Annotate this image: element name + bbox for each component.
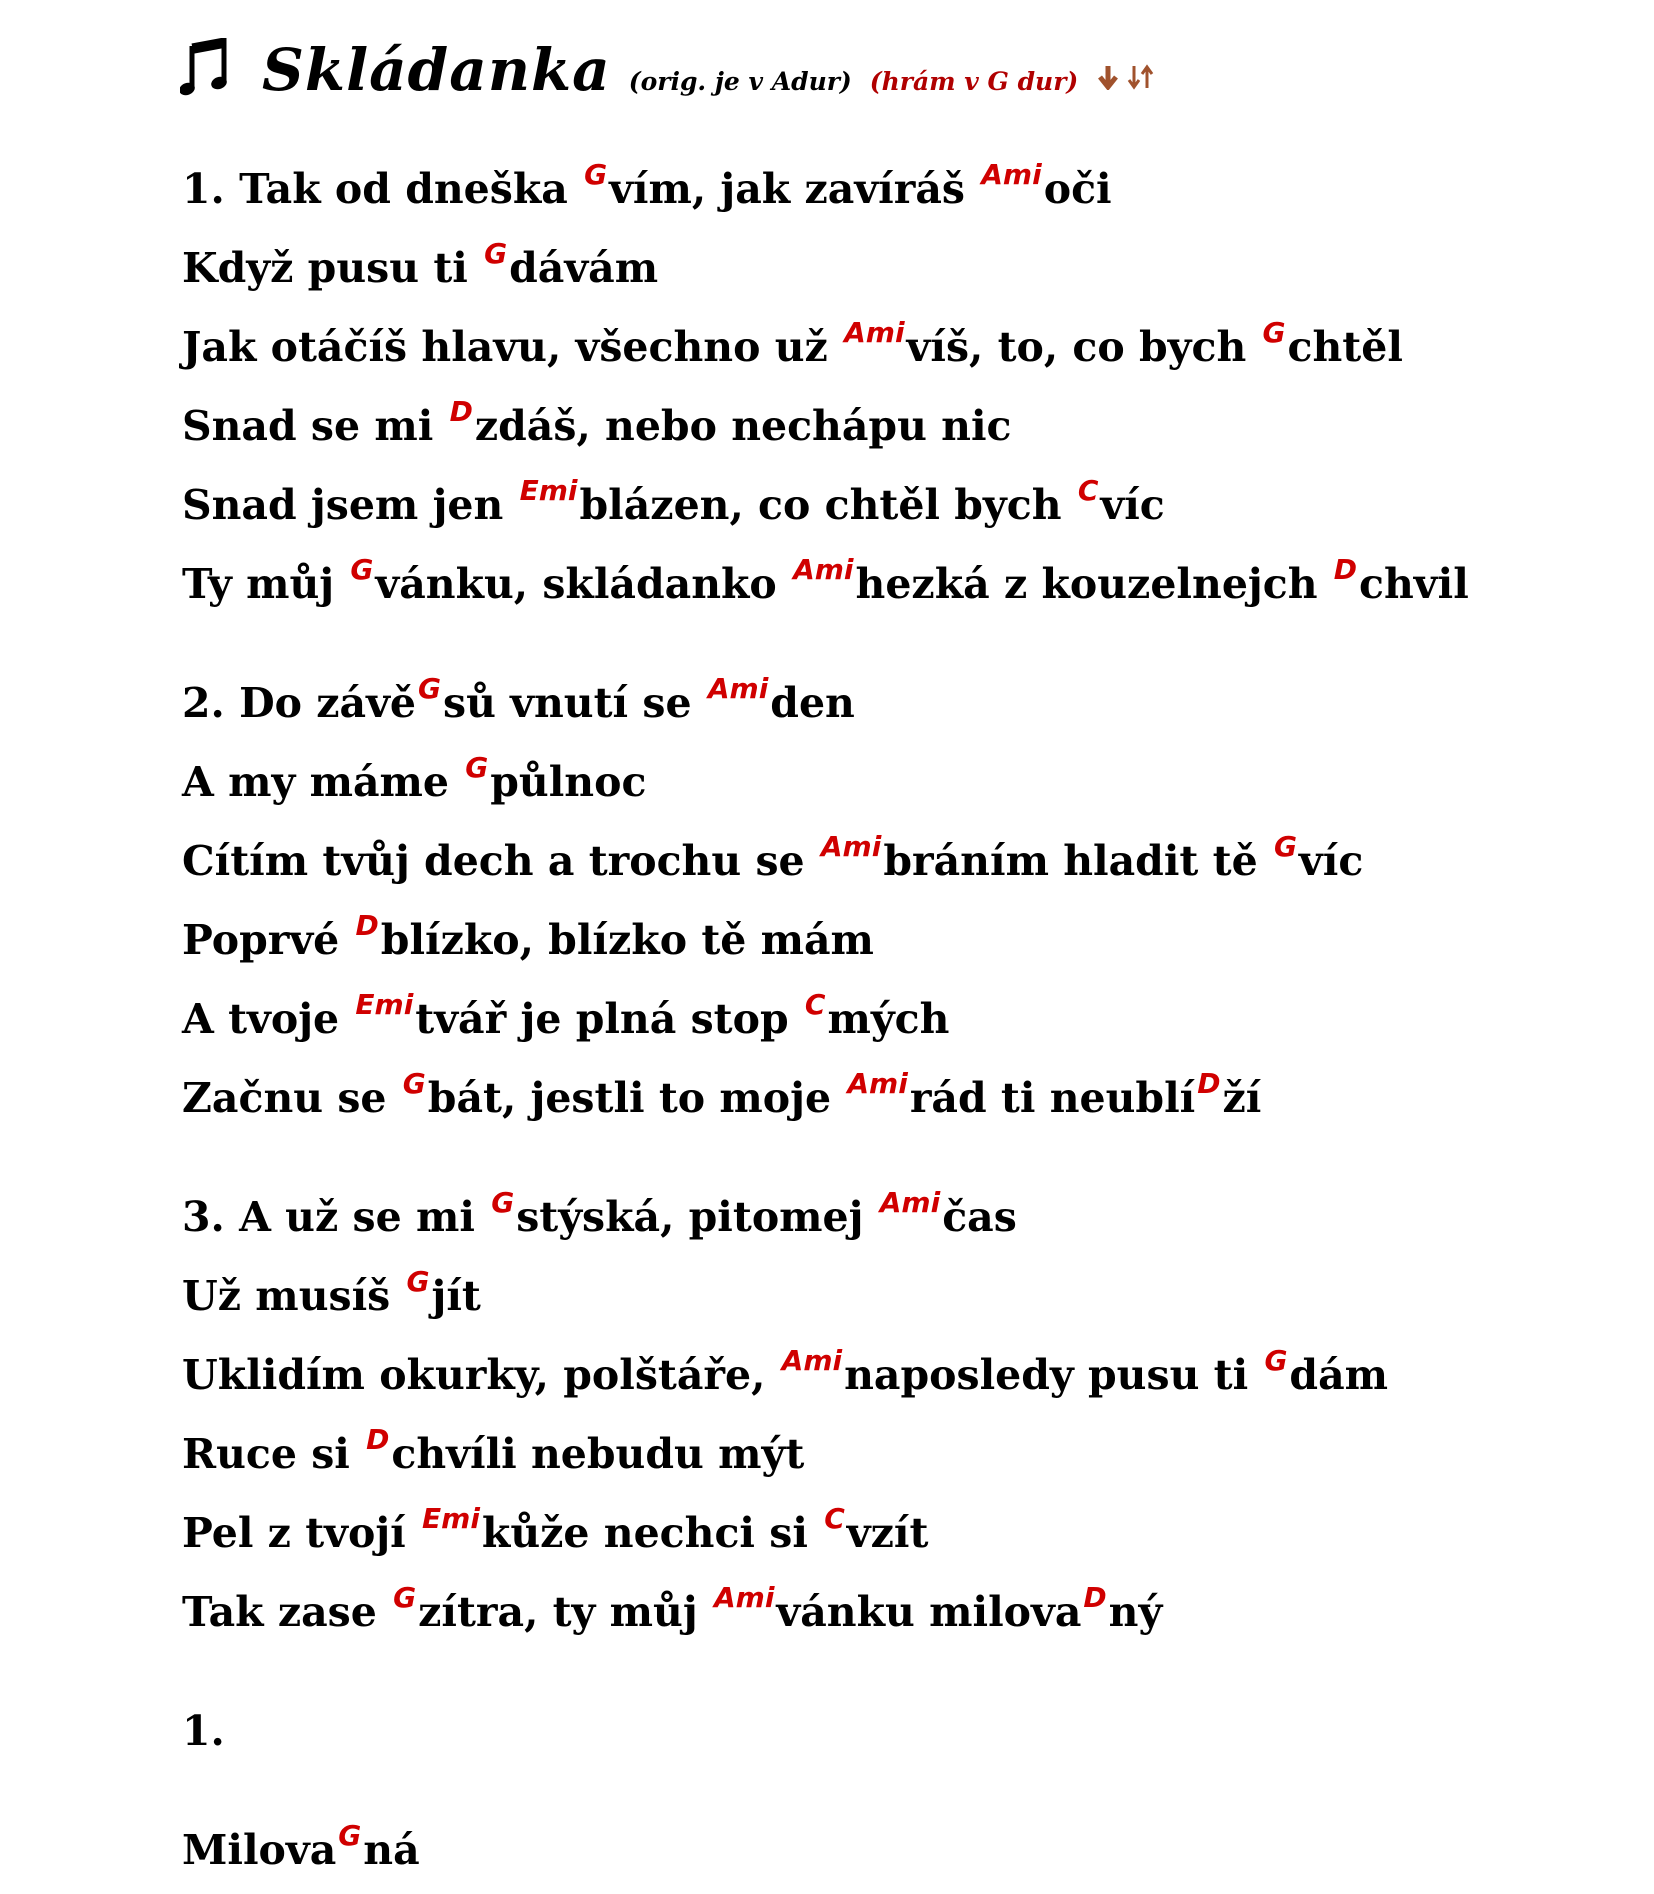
chord[interactable]: G [491,1186,515,1219]
lyric-text: blízko, blízko tě mám [380,916,874,964]
chord[interactable]: D [449,395,473,428]
lyric-line [182,822,1642,901]
chord[interactable]: G [406,1265,430,1298]
lyric-line [182,980,1642,1059]
lyric-text: Jak otáčíš hlavu, všechno už [182,323,843,371]
lyric-text: víc [1100,481,1165,529]
stanza [182,150,1642,624]
lyric-text: 2. Do závě [182,679,417,727]
lyric-text: Milova [182,1826,337,1874]
lyric-text: čas [942,1193,1017,1241]
chord[interactable]: G [465,751,489,784]
lyric-line [182,229,1642,308]
lyric-line [182,1811,1642,1890]
lyric-text: ný [1108,1588,1163,1636]
chord[interactable]: Ami [781,1344,843,1377]
original-key: (orig. je v Adur) [628,67,852,96]
chord[interactable]: C [804,988,826,1021]
lyric-text: Ty můj [182,560,349,608]
lyric-text: Začnu se [182,1074,401,1122]
lyric-line [182,1692,1642,1771]
lyric-text: 3. A už se mi [182,1193,490,1241]
lyric-line [182,466,1642,545]
lyric-text: půlnoc [490,758,647,806]
chord[interactable]: G [484,237,508,270]
lyric-text: bráním hladit tě [883,837,1272,885]
chord[interactable]: Ami [847,1067,908,1100]
lyric-line [182,150,1642,229]
chord[interactable]: D [1083,1581,1107,1614]
chord[interactable]: G [1264,1344,1288,1377]
lyric-text: chvil [1359,560,1469,608]
lyric-text: tvář je plná stop [415,995,803,1043]
arrow-up-down-icon [1126,64,1156,90]
chord[interactable]: G [1273,830,1297,863]
lyric-line [182,545,1642,624]
lyric-text: blázen, co chtěl bych [579,481,1076,529]
lyric-text: Snad se mi [182,402,448,450]
chord[interactable]: C [824,1502,845,1535]
lyric-text: mých [827,995,950,1043]
lyric-text: Snad jsem jen [182,481,518,529]
lyric-line [182,387,1642,466]
lyric-text: ží [1222,1074,1262,1122]
lyric-text: Uklidím okurky, polštáře, [182,1351,780,1399]
play-key: (hrám v G dur) [869,67,1079,96]
transpose-down-button[interactable] [1098,64,1118,97]
lyric-text: A tvoje [182,995,354,1043]
lyric-text: rád ti neublí [909,1074,1196,1122]
chord[interactable]: Ami [981,158,1042,191]
lyric-text: Pel z tvojí [182,1509,421,1557]
chord[interactable]: G [418,672,441,705]
lyric-text: sů vnutí se [443,679,706,727]
lyric-text: naposledy pusu ti [844,1351,1263,1399]
chord[interactable]: Ami [820,830,882,863]
lyric-text: chtěl [1287,323,1403,371]
lyric-text: bát, jestli to moje [427,1074,846,1122]
lyric-text: oči [1043,165,1112,213]
lyric-text: vzít [846,1509,929,1557]
lyric-line [182,901,1642,980]
chord[interactable]: D [1333,553,1358,586]
lyric-line [182,743,1642,822]
lyric-text: víc [1298,837,1364,885]
lyric-text: zítra, ty můj [418,1588,712,1636]
lyric-line [182,1178,1642,1257]
lyric-line [182,1573,1642,1652]
chord[interactable]: Emi [519,474,578,507]
lyric-text: vím, jak zavíráš [609,165,980,213]
lyric-text: Ruce si [182,1430,365,1478]
lyric-text: hezká z kouzelnejch [855,560,1332,608]
chord[interactable]: Emi [355,988,414,1021]
song-text [182,150,1642,1890]
lyric-line [182,1336,1642,1415]
lyric-text: Poprvé [182,916,354,964]
song-header [180,30,1156,110]
chord[interactable]: Ami [707,672,769,705]
lyric-line [182,1494,1642,1573]
chord[interactable]: Ami [793,553,854,586]
lyric-text: kůže nechci si [481,1509,823,1557]
chord[interactable]: D [1197,1067,1221,1100]
song-title: Skládanka [262,36,611,104]
music-note-icon [180,38,230,98]
chord[interactable]: D [355,909,379,942]
lyric-text: Cítím tvůj dech a trochu se [182,837,819,885]
chord[interactable]: G [338,1819,362,1852]
lyric-text: den [770,679,855,727]
lyric-text: Když pusu ti [182,244,483,292]
lyric-text: vánku, skládanko [375,560,792,608]
chord[interactable]: G [393,1581,417,1614]
chord[interactable]: C [1077,474,1099,507]
chord[interactable]: Ami [713,1581,775,1614]
chord[interactable]: Emi [422,1502,480,1535]
chord[interactable]: Ami [844,316,905,349]
arrow-down-icon [1098,64,1118,90]
chord[interactable]: G [402,1067,426,1100]
lyric-text: dám [1289,1351,1389,1399]
lyric-text: Už musíš [182,1272,405,1320]
chord[interactable]: G [350,553,374,586]
lyric-text: vánku milova [776,1588,1082,1636]
lyric-text: ná [363,1826,420,1874]
lyric-text: stýská, pitomej [516,1193,878,1241]
lyric-text: chvíli nebudu mýt [391,1430,805,1478]
lyric-text: A my máme [182,758,464,806]
lyric-text: jít [431,1272,481,1320]
lyric-text: zdáš, nebo nechápu nic [474,402,1012,450]
lyric-text: 1. Tak od dneška [182,165,583,213]
stanza [182,664,1642,1138]
chord[interactable]: Ami [879,1186,941,1219]
lyric-text: víš, to, co bych [906,323,1261,371]
transpose-updown-button[interactable] [1126,64,1156,97]
lyric-text: 1. [182,1707,225,1755]
stanza [182,1811,1642,1890]
stanza [182,1692,1642,1771]
lyric-line [182,664,1642,743]
transpose-controls [1098,64,1156,97]
chord[interactable]: G [1262,316,1286,349]
chord[interactable]: G [584,158,608,191]
lyric-line [182,1257,1642,1336]
lyric-line [182,1415,1642,1494]
lyric-line [182,1059,1642,1138]
lyric-line [182,308,1642,387]
chord[interactable]: D [366,1423,390,1456]
lyric-text: dávám [509,244,659,292]
lyric-text: Tak zase [182,1588,392,1636]
stanza [182,1178,1642,1652]
